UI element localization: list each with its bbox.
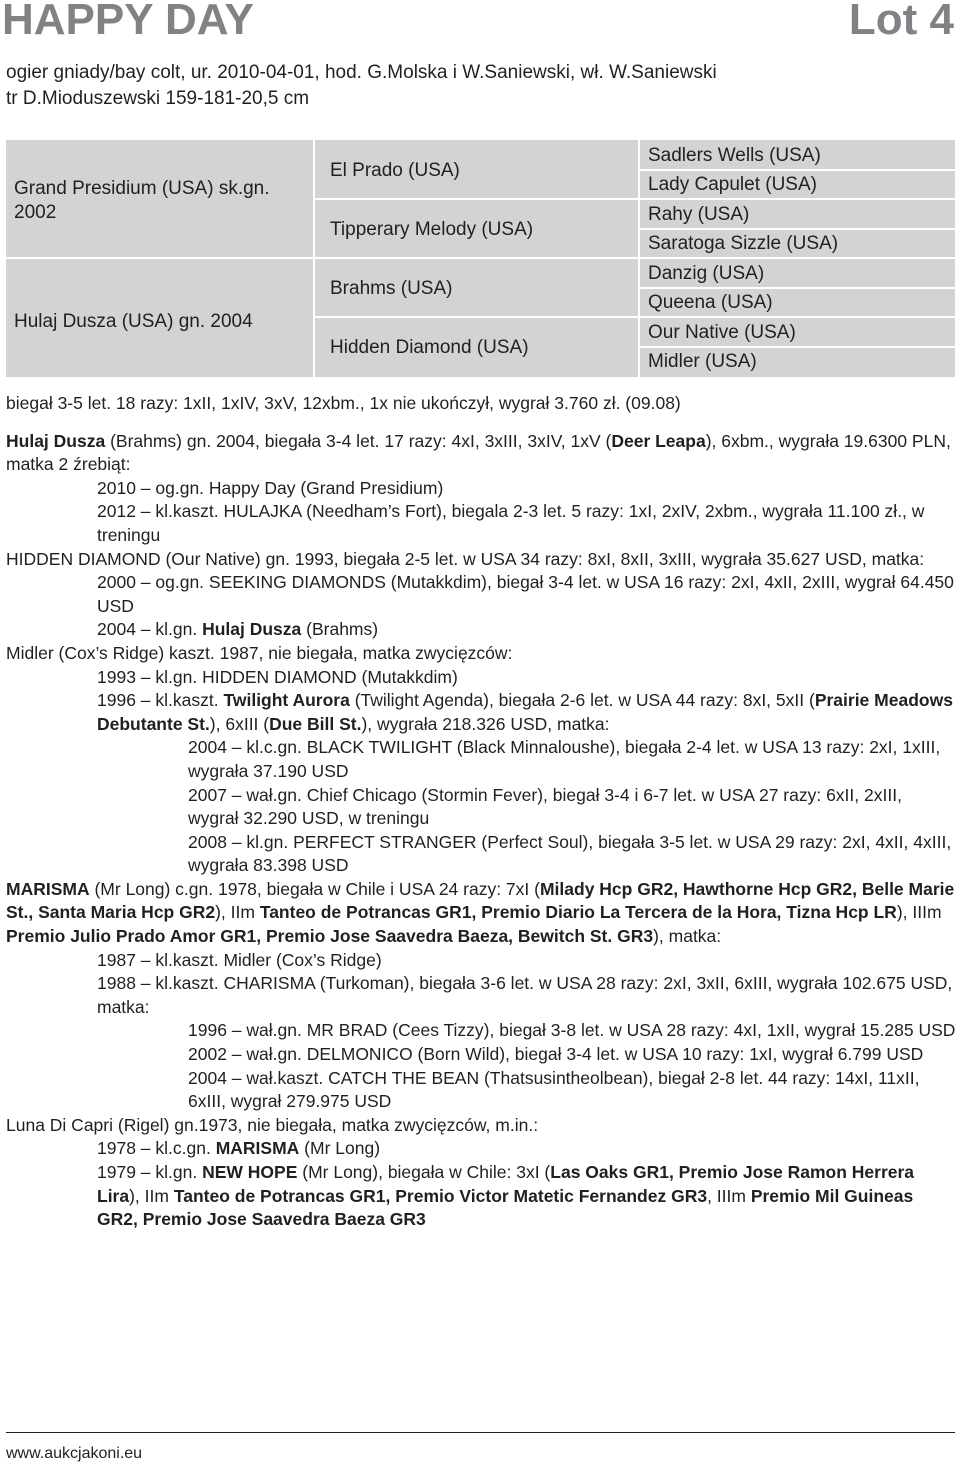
- great-granddam-grandfoal: 2004 – kl.c.gn. BLACK TWILIGHT (Black Minnaloushe), biegała 2-4 let. w USA 13 razy: 2xI, 1xIII, wygrała 37.190 USD: [188, 737, 941, 781]
- race-record: biegał 3-5 let. 18 razy: 1xII, 1xIV, 3xV, 12xbm., 1x nie ukończył, wygrał 3.760 zł. (09.08): [6, 393, 681, 413]
- pedigree-dam: Hulaj Dusza (USA) gn. 2004: [14, 311, 253, 332]
- dam-entry: Hulaj Dusza (Brahms) gn. 2004, biegała 3-4 let. 17 razy: 4xI, 3xIII, 3xIV, 1xV (Deer Leapa), 6xbm., wygrała 19.6300 PLN, matka 2 źrebiąt:: [6, 430, 951, 475]
- fourth-dam-foal: 1988 – kl.kaszt. CHARISMA (Turkoman), biegała 3-6 let. w USA 28 razy: 2xI, 3xII, 6xIII, wygrała 102.675 USD, matka:: [97, 973, 953, 1017]
- pedigree-great-grandparent: Lady Capulet (USA): [648, 174, 817, 195]
- horse-details: [6, 60, 806, 112]
- granddam-entry: HIDDEN DIAMOND (Our Native) gn. 1993, biegała 2-5 let. w USA 34 razy: 8xI, 8xII, 3xIII, wygrała 35.627 USD, matka:: [6, 548, 925, 569]
- pedigree-great-grandparent: Rahy (USA): [648, 204, 750, 225]
- horse-name-title: HAPPY DAY: [2, 0, 254, 44]
- pedigree-sire-name: Grand Presidium (USA) sk.gn.: [14, 178, 270, 199]
- footer-divider: [6, 1432, 955, 1433]
- great-granddam-foal: 1996 – kl.kaszt. Twilight Aurora (Twilight Agenda), biegała 2-6 let. w USA 44 razy: 8xI, 5xII (Prairie Meadows Debutante St.), 6xIII (Due Bill St.), wygrała 218.326 USD, matka:: [97, 690, 953, 734]
- pedigree-great-grandparent: Saratoga Sizzle (USA): [648, 233, 839, 254]
- fourth-dam-foal: 1987 – kl.kaszt. Midler (Cox’s Ridge): [97, 949, 382, 970]
- footer-url[interactable]: www.aukcjakoni.eu: [6, 1445, 143, 1462]
- lot-number: Lot 4: [848, 0, 954, 44]
- great-granddam-grandfoal: 2007 – wał.gn. Chief Chicago (Stormin Fever), biegał 3-4 i 6-7 let. w USA 27 razy: 6xII, 2xIII, wygrał 32.290 USD, w treningu: [188, 784, 902, 829]
- pedigree-sire: [14, 177, 270, 225]
- details-line-1: ogier gniady/bay colt, ur. 2010-04-01, hod. G.Molska i W.Saniewski, wł. W.Saniewski: [6, 62, 717, 83]
- pedigree-table: [6, 140, 955, 377]
- pedigree-great-grandparent: Sadlers Wells (USA): [648, 145, 821, 166]
- fifth-dam-foal: 1978 – kl.c.gn. MARISMA (Mr Long): [97, 1138, 381, 1159]
- details-line-2: tr D.Mioduszewski 159-181-20,5 cm: [6, 88, 310, 109]
- fourth-dam-grandfoal: 2002 – wał.gn. DELMONICO (Born Wild), biegał 3-4 let. w USA 10 razy: 1xI, wygrał 6.799 USD: [188, 1044, 924, 1065]
- dam-foal: 2010 – og.gn. Happy Day (Grand Presidium): [97, 477, 444, 498]
- granddam-foal: 2004 – kl.gn. Hulaj Dusza (Brahms): [97, 619, 379, 640]
- pedigree-sire-year: 2002: [14, 202, 57, 223]
- fourth-dam-entry: MARISMA (Mr Long) c.gn. 1978, biegała w Chile i USA 24 razy: 7xI (Milady Hcp GR2, Hawthorne Hcp GR2, Belle Marie St., Santa Maria Hcp GR2), IIm Tanteo de Potrancas GR1, Premio Diario La Tercera de la Hora, Tizna Hcp LR), IIIm Premio Julio Prado Amor GR1, Premio Jose Saavedra Baeza, Bewitch St. GR3), matka:: [6, 878, 955, 947]
- pedigree-grandparent: Brahms (USA): [330, 278, 453, 299]
- fifth-dam-foal: 1979 – kl.gn. NEW HOPE (Mr Long), biegała w Chile: 3xI (Las Oaks GR1, Premio Jose Ramon Herrera Lira), IIm Tanteo de Potrancas GR1, Premio Victor Matetic Fernandez GR3, IIIm Premio Mil Guineas GR2, Premio Jose Saavedra Baeza GR3: [97, 1162, 915, 1230]
- pedigree-great-grandparent: Danzig (USA): [648, 263, 765, 284]
- pedigree-great-grandparent: Queena (USA): [648, 292, 773, 313]
- granddam-foal: 2000 – og.gn. SEEKING DIAMONDS (Mutakkdim), biegał 3-4 let. w USA 16 razy: 2xI, 4xII, 2xIII, wygrał 64.450 USD: [97, 572, 954, 616]
- pedigree-grandparent: Hidden Diamond (USA): [330, 337, 529, 358]
- page-header: [0, 0, 960, 44]
- fifth-dam-entry: Luna Di Capri (Rigel) gn.1973, nie biegała, matka zwycięzców, m.in.:: [6, 1114, 539, 1135]
- great-granddam-entry: Midler (Cox’s Ridge) kaszt. 1987, nie biegała, matka zwycięzców:: [6, 642, 513, 663]
- pedigree-great-grandparents-column: [640, 140, 955, 377]
- fourth-dam-grandfoal: 2004 – wał.kaszt. CATCH THE BEAN (Thatsusintheolbean), biegał 2-8 let. 44 razy: 14xI, 11xII, 6xIII, wygrał 279.975 USD: [188, 1067, 920, 1112]
- great-granddam-grandfoal: 2008 – kl.gn. PERFECT STRANGER (Perfect Soul), biegała 3-5 let. w USA 29 razy: 2xI, 4xII, 4xIII, wygrała 83.398 USD: [188, 831, 952, 876]
- pedigree-great-grandparent: Our Native (USA): [648, 322, 796, 343]
- pedigree-grandparent: El Prado (USA): [330, 160, 460, 181]
- dam-foal: 2012 – kl.kaszt. HULAJKA (Needham’s Fort), biegala 2-3 let. 5 razy: 1xI, 2xIV, 2xbm., wygrała 11.100 zł., w treningu: [97, 501, 925, 545]
- fourth-dam-grandfoal: 1996 – wał.gn. MR BRAD (Cees Tizzy), biegał 3-8 let. w USA 28 razy: 4xI, 1xII, wygrał 15.285 USD: [188, 1020, 956, 1041]
- pedigree-parents-column: [6, 140, 315, 377]
- great-granddam-foal: 1993 – kl.gn. HIDDEN DIAMOND (Mutakkdim): [97, 666, 458, 687]
- pedigree-grandparent: Tipperary Melody (USA): [330, 219, 534, 240]
- pedigree-great-grandparent: Midler (USA): [648, 351, 757, 372]
- catalogue-body: [6, 392, 956, 1232]
- pedigree-grandparents-column: [315, 140, 640, 377]
